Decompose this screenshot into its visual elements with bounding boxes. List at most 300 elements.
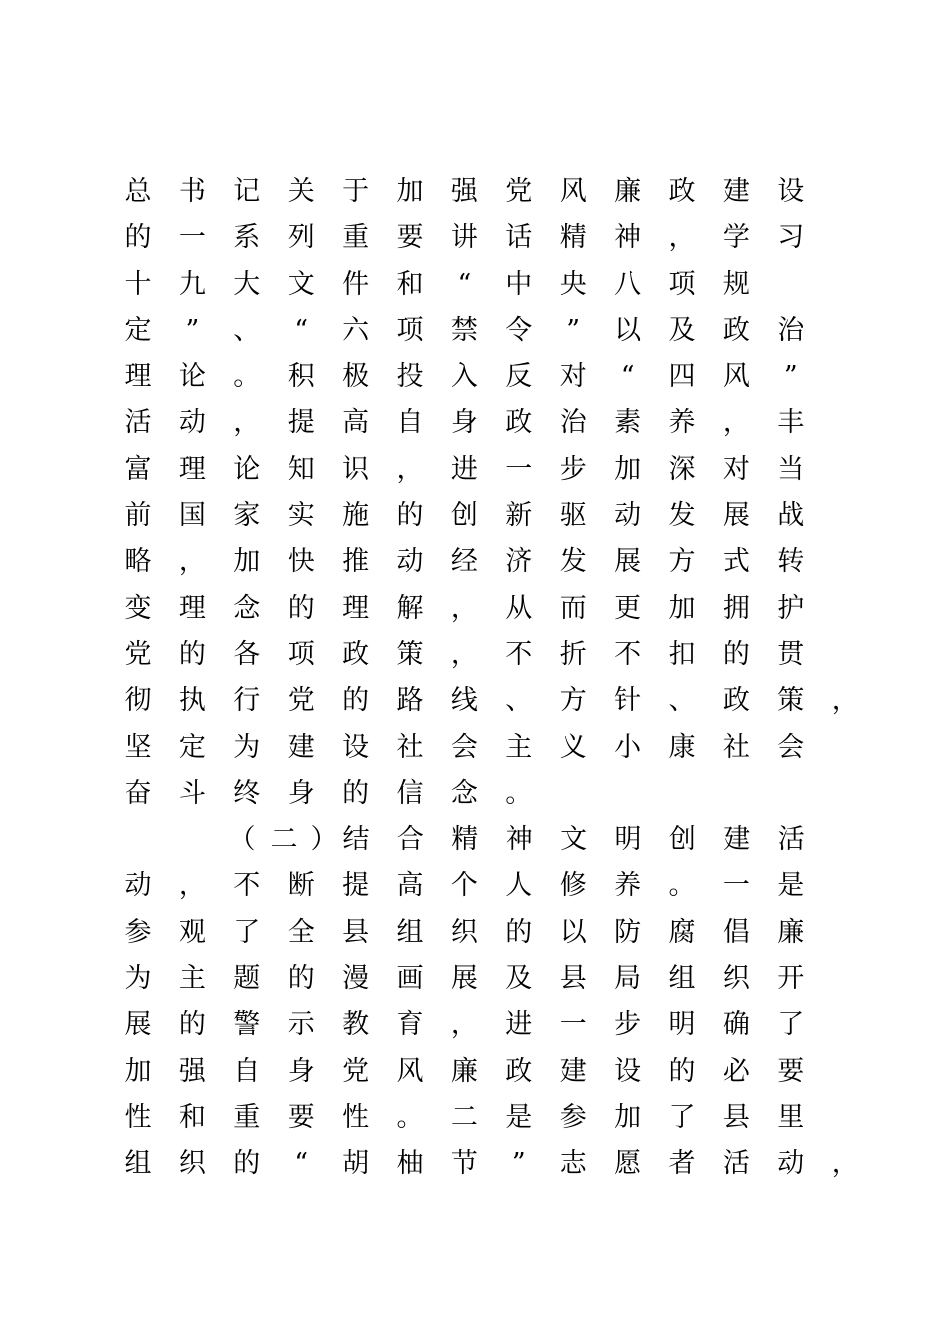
text-char: 护 (777, 592, 805, 624)
text-char: 变 (124, 592, 152, 624)
text-line (124, 773, 844, 819)
text-char: 、 (668, 685, 696, 717)
text-char: 彻 (124, 685, 152, 717)
text-char: 确 (722, 1009, 750, 1041)
text-char: 念 (233, 592, 261, 624)
text-char: 组 (124, 1148, 152, 1180)
text-char: 社 (396, 731, 424, 763)
text-line (124, 1051, 844, 1097)
text-char: 小 (614, 731, 642, 763)
text-char: 康 (668, 731, 696, 763)
text-char: 为 (233, 731, 261, 763)
text-char: “ (620, 361, 635, 393)
text-char: 强 (178, 1055, 206, 1087)
text-char: 织 (178, 1148, 206, 1180)
text-char: 记 (233, 176, 261, 207)
text-char: 腐 (668, 916, 696, 948)
text-char: 新 (505, 500, 533, 532)
text-char: 执 (178, 685, 206, 717)
text-char: 加 (614, 1101, 642, 1133)
text-char: ） (310, 824, 338, 856)
text-char: 参 (559, 1101, 587, 1133)
text-char: 明 (614, 824, 642, 856)
text-char: 一 (559, 1009, 587, 1041)
text-char: 设 (342, 731, 370, 763)
text-char: 动 (124, 870, 152, 902)
text-line (124, 310, 844, 356)
text-char: 对 (722, 453, 750, 485)
text-char: 发 (559, 546, 587, 578)
text-char: 动 (777, 1148, 805, 1180)
text-char: 养 (668, 407, 696, 439)
text-char: 会 (777, 731, 805, 763)
text-char: 拥 (722, 592, 750, 624)
text-char: 活 (722, 1148, 750, 1180)
text-char: 政 (668, 176, 696, 207)
text-char: ， (450, 592, 478, 624)
text-line (124, 634, 844, 680)
text-char: 规 (722, 268, 750, 300)
text-char: 总 (124, 176, 152, 207)
text-char: 风 (396, 1055, 424, 1087)
text-char: ， (178, 870, 206, 902)
text-char: 的 (396, 500, 424, 532)
text-char: 方 (668, 546, 696, 578)
text-char: 及 (668, 314, 696, 346)
text-char: 不 (505, 638, 533, 670)
text-char: 建 (723, 824, 751, 856)
text-char: 风 (722, 361, 750, 393)
text-char: 深 (668, 453, 696, 485)
text-char: 创 (450, 500, 478, 532)
text-char: 理 (178, 453, 206, 485)
text-char: “ (294, 314, 309, 346)
text-line (124, 588, 844, 634)
text-char: 自 (396, 407, 424, 439)
text-char: 和 (396, 268, 424, 300)
text-char: 发 (668, 500, 696, 532)
text-char: 政 (505, 407, 533, 439)
text-char: ， (396, 453, 424, 485)
text-char: 济 (505, 546, 533, 578)
text-char: 二 (270, 824, 298, 856)
text-char: 习 (777, 222, 805, 254)
text-char: 高 (342, 407, 370, 439)
text-char: 政 (722, 314, 750, 346)
text-line (124, 402, 844, 448)
text-char: 对 (559, 361, 587, 393)
text-char: 一 (178, 222, 206, 254)
text-char: 义 (559, 731, 587, 763)
text-char: 愿 (614, 1148, 642, 1180)
text-char: 提 (287, 407, 315, 439)
text-char: 风 (559, 176, 587, 207)
text-char: 项 (287, 638, 315, 670)
text-char: 步 (614, 1009, 642, 1041)
text-char: 倡 (722, 916, 750, 948)
text-char: 志 (559, 1148, 587, 1180)
text-char: 结 (342, 824, 370, 856)
text-char: 件 (342, 268, 370, 300)
text-char: 推 (342, 546, 370, 578)
text-char: 育 (396, 1009, 424, 1041)
text-char: 路 (396, 685, 424, 717)
text-char: 的 (287, 963, 315, 995)
text-char: 示 (287, 1009, 315, 1041)
text-line (124, 680, 859, 726)
text-line (124, 217, 844, 263)
text-char: 战 (777, 500, 805, 532)
text-char: 精 (451, 824, 479, 856)
text-char: 治 (777, 314, 805, 346)
text-char: 教 (342, 1009, 370, 1041)
text-line (124, 541, 844, 587)
text-char: 四 (668, 361, 696, 393)
text-char: 神 (505, 824, 533, 856)
text-char: 话 (505, 222, 533, 254)
text-line (124, 171, 844, 217)
text-char: 组 (396, 916, 424, 948)
text-char: 身 (287, 1055, 315, 1087)
text-char: 重 (342, 222, 370, 254)
text-char: 定 (178, 731, 206, 763)
text-char: 党 (124, 638, 152, 670)
text-line (124, 958, 844, 1004)
text-char: 治 (559, 407, 587, 439)
text-char: 解 (396, 592, 424, 624)
text-char: 入 (450, 361, 478, 393)
text-line (124, 356, 844, 402)
text-char: 当 (777, 453, 805, 485)
text-char: 实 (287, 500, 315, 532)
text-char: 强 (450, 176, 478, 207)
text-char: 斗 (178, 777, 206, 809)
text-char: 知 (287, 453, 315, 485)
text-char: ， (831, 1148, 859, 1180)
text-char: 的 (342, 777, 370, 809)
text-char: 主 (178, 963, 206, 995)
text-char: 的 (233, 1148, 261, 1180)
text-char: 展 (124, 1009, 152, 1041)
text-line (124, 449, 844, 495)
text-char: 的 (668, 1055, 696, 1087)
text-char: 动 (396, 546, 424, 578)
text-char: 画 (396, 963, 424, 995)
text-char: 。 (668, 870, 696, 902)
text-char: 的 (342, 685, 370, 717)
text-char: 于 (342, 176, 370, 207)
text-char: 展 (450, 963, 478, 995)
text-char: 主 (505, 731, 533, 763)
text-line (124, 1143, 859, 1189)
text-char: 设 (614, 1055, 642, 1087)
text-char: 的 (505, 916, 533, 948)
text-char: 理 (124, 361, 152, 393)
text-line (124, 1004, 844, 1050)
text-char: 为 (124, 963, 152, 995)
text-char: 从 (505, 592, 533, 624)
text-char: 活 (777, 824, 805, 856)
text-char: 项 (668, 268, 696, 300)
text-char: 学 (722, 222, 750, 254)
text-char: 信 (396, 777, 424, 809)
text-char: 的 (722, 638, 750, 670)
text-char: 廉 (777, 916, 805, 948)
text-line (124, 912, 844, 958)
text-char: 社 (722, 731, 750, 763)
text-char: 。 (505, 777, 533, 809)
text-char: 创 (668, 824, 696, 856)
text-char: 加 (233, 546, 261, 578)
text-char: 柚 (396, 1148, 424, 1180)
text-char: 要 (396, 222, 424, 254)
text-char: 不 (233, 870, 261, 902)
text-char: 定 (124, 314, 152, 346)
text-char: 政 (722, 685, 750, 717)
text-char: 防 (614, 916, 642, 948)
text-char: 文 (560, 824, 588, 856)
text-char: 理 (178, 592, 206, 624)
text-char: 修 (559, 870, 587, 902)
text-char: 针 (614, 685, 642, 717)
text-char: 和 (178, 1101, 206, 1133)
text-char: 高 (396, 870, 424, 902)
text-char: 式 (722, 546, 750, 578)
text-char: 必 (722, 1055, 750, 1087)
text-char: ， (668, 222, 696, 254)
text-char: 大 (233, 268, 261, 300)
text-char: 反 (505, 361, 533, 393)
text-char: 性 (124, 1101, 152, 1133)
text-char: 论 (178, 361, 206, 393)
text-char: 策 (777, 685, 805, 717)
text-char: 文 (287, 268, 315, 300)
text-char: ， (831, 685, 859, 717)
text-char: 国 (178, 500, 206, 532)
text-char: 加 (614, 453, 642, 485)
text-char: 终 (233, 777, 261, 809)
text-char: 令 (505, 314, 533, 346)
text-char: 精 (559, 222, 587, 254)
text-char: 家 (233, 500, 261, 532)
text-char: 神 (614, 222, 642, 254)
text-char: 坚 (124, 731, 152, 763)
text-char: 廉 (450, 1055, 478, 1087)
text-char: 了 (777, 1009, 805, 1041)
text-char: 更 (614, 592, 642, 624)
text-char: 及 (505, 963, 533, 995)
text-char: 二 (450, 1101, 478, 1133)
text-char: 身 (450, 407, 478, 439)
text-char: 加 (668, 592, 696, 624)
text-char: 讲 (450, 222, 478, 254)
text-char: 组 (668, 963, 696, 995)
text-char: 投 (396, 361, 424, 393)
text-char: 极 (342, 361, 370, 393)
text-char: 一 (505, 453, 533, 485)
text-char: 关 (287, 176, 315, 207)
text-char: 步 (559, 453, 587, 485)
text-char: ” (511, 1148, 526, 1180)
text-char: ， (233, 407, 261, 439)
text-char: 而 (559, 592, 587, 624)
text-char: 展 (722, 500, 750, 532)
text-line (124, 1097, 844, 1143)
text-char: 县 (342, 916, 370, 948)
text-char: ， (178, 546, 206, 578)
text-char: ， (450, 638, 478, 670)
text-char: 线 (450, 685, 478, 717)
text-char: 人 (505, 870, 533, 902)
text-char: 警 (233, 1009, 261, 1041)
text-char: 明 (668, 1009, 696, 1041)
text-char: 建 (287, 731, 315, 763)
text-char: 扣 (668, 638, 696, 670)
body-text (124, 171, 859, 1190)
text-char: 养 (614, 870, 642, 902)
text-char: 要 (287, 1101, 315, 1133)
text-char: 织 (450, 916, 478, 948)
text-char: 奋 (124, 777, 152, 809)
text-char: 的 (287, 592, 315, 624)
text-char: 央 (559, 268, 587, 300)
text-char: 前 (124, 500, 152, 532)
text-char: 念 (450, 777, 478, 809)
text-char: ， (722, 407, 750, 439)
text-char: 加 (124, 1055, 152, 1087)
text-char: 八 (614, 268, 642, 300)
text-char: 项 (396, 314, 424, 346)
text-char: “ (294, 1148, 309, 1180)
text-char: 禁 (450, 314, 478, 346)
text-char: 的 (124, 222, 152, 254)
text-char: 进 (450, 453, 478, 485)
text-char: 党 (505, 176, 533, 207)
text-char: 党 (287, 685, 315, 717)
text-char: 富 (124, 453, 152, 485)
text-char: 以 (559, 916, 587, 948)
text-line (124, 819, 844, 865)
text-char: 动 (178, 407, 206, 439)
text-char: 各 (233, 638, 261, 670)
text-char: 动 (614, 500, 642, 532)
text-char: 合 (396, 824, 424, 856)
text-char: 节 (450, 1148, 478, 1180)
text-char: 是 (777, 870, 805, 902)
text-char: 题 (233, 963, 261, 995)
text-char: 党 (342, 1055, 370, 1087)
text-char: 里 (777, 1101, 805, 1133)
text-char: 贯 (777, 638, 805, 670)
text-char: 是 (505, 1101, 533, 1133)
text-char: 。 (396, 1101, 424, 1133)
text-char: 积 (287, 361, 315, 393)
text-char: 转 (777, 546, 805, 578)
text-char: ” (566, 314, 581, 346)
text-line (124, 865, 844, 911)
text-char: ” (783, 361, 798, 393)
text-char: 快 (287, 546, 315, 578)
text-char: “ (457, 268, 472, 300)
text-char: （ (228, 824, 256, 856)
text-char: 。 (233, 361, 261, 393)
text-char: 活 (124, 407, 152, 439)
text-char: 六 (342, 314, 370, 346)
text-char: 者 (668, 1148, 696, 1180)
text-line (124, 727, 844, 773)
text-char: 施 (342, 500, 370, 532)
text-char: 进 (505, 1009, 533, 1041)
text-char: 身 (287, 777, 315, 809)
text-char: 自 (233, 1055, 261, 1087)
text-char: 个 (450, 870, 478, 902)
text-char: 素 (614, 407, 642, 439)
text-char: 全 (287, 916, 315, 948)
text-char: 政 (342, 638, 370, 670)
text-char: 要 (777, 1055, 805, 1087)
text-char: 加 (396, 176, 424, 207)
text-char: 的 (178, 1009, 206, 1041)
text-char: 的 (178, 638, 206, 670)
text-char: 九 (178, 268, 206, 300)
text-char: 设 (777, 176, 805, 207)
text-char: 不 (614, 638, 642, 670)
text-char: 建 (559, 1055, 587, 1087)
text-char: 会 (450, 731, 478, 763)
text-char: 织 (722, 963, 750, 995)
text-char: 行 (233, 685, 261, 717)
text-char: 、 (233, 314, 261, 346)
text-char: 经 (450, 546, 478, 578)
text-char: 展 (614, 546, 642, 578)
text-char: 了 (233, 916, 261, 948)
text-char: 一 (722, 870, 750, 902)
text-char: 断 (287, 870, 315, 902)
text-char: 漫 (342, 963, 370, 995)
text-char: 建 (722, 176, 750, 207)
text-char: 重 (233, 1101, 261, 1133)
text-char: 廉 (614, 176, 642, 207)
text-char: 观 (178, 916, 206, 948)
text-char: 县 (722, 1101, 750, 1133)
text-char: 局 (614, 963, 642, 995)
text-char: 开 (777, 963, 805, 995)
text-char: 驱 (559, 500, 587, 532)
text-char: 系 (233, 222, 261, 254)
text-line (124, 264, 844, 310)
text-char: 提 (342, 870, 370, 902)
text-char: 书 (178, 176, 206, 207)
text-char: 识 (342, 453, 370, 485)
text-char: 性 (342, 1101, 370, 1133)
text-char: 理 (342, 592, 370, 624)
text-char: 列 (287, 222, 315, 254)
text-char: 中 (505, 268, 533, 300)
text-char: 略 (124, 546, 152, 578)
text-char: 十 (124, 268, 152, 300)
text-char: 以 (614, 314, 642, 346)
text-char: ， (450, 1009, 478, 1041)
text-char: 折 (559, 638, 587, 670)
text-char: 丰 (777, 407, 805, 439)
text-char: 政 (505, 1055, 533, 1087)
text-char: 了 (668, 1101, 696, 1133)
text-char: 参 (124, 916, 152, 948)
text-char: 、 (505, 685, 533, 717)
text-char: 方 (559, 685, 587, 717)
text-char: 县 (559, 963, 587, 995)
text-char: ” (185, 314, 200, 346)
